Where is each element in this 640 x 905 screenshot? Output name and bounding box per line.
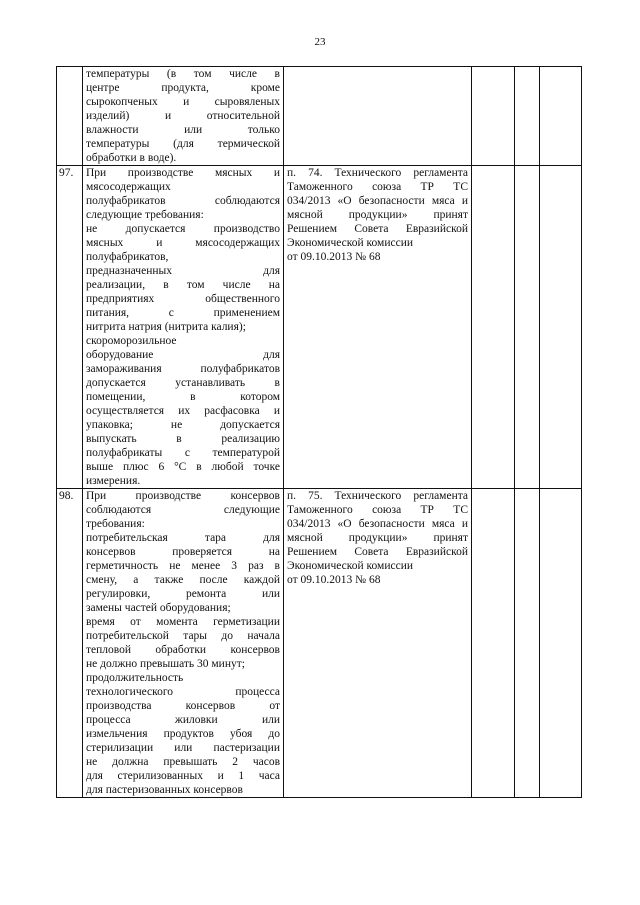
reference-line: от 09.10.2013 № 68 (287, 574, 381, 586)
requirement-line: соблюдаются следующие (86, 504, 280, 516)
requirement-cell (83, 166, 284, 489)
requirement-cell (83, 67, 284, 166)
requirement-line: продолжительность (86, 672, 184, 684)
requirement-line: полуфабрикатов, (86, 251, 169, 263)
reference-cell (284, 166, 472, 489)
requirements-table (56, 66, 582, 798)
requirement-line: стерилизации или пастеризации (86, 742, 280, 754)
requirement-line: нитрита натрия (нитрита калия); (86, 321, 246, 333)
requirement-line: При производстве мясных и (86, 167, 280, 179)
requirement-line: обработки в воде). (86, 152, 177, 164)
empty-cell-3 (540, 166, 582, 489)
empty-cell-2 (515, 489, 540, 798)
row-number: 98. (57, 489, 83, 798)
requirement-line: мясных и мясосодержащих (86, 237, 280, 249)
requirement-line: измельчения продуктов убоя до (86, 728, 280, 740)
reference-line: 034/2013 «О безопасности мяса и (287, 518, 468, 530)
empty-cell-3 (540, 489, 582, 798)
requirement-line: тепловой обработки консервов (86, 644, 280, 656)
reference-line: п. 74. Технического регламента (287, 167, 468, 179)
table-row (57, 67, 582, 166)
reference-line: Таможенного союза ТР ТС (287, 181, 468, 193)
empty-cell-2 (515, 67, 540, 166)
row-number: 97. (57, 166, 83, 489)
requirement-line: для стерилизованных и 1 часа (86, 770, 280, 782)
reference-line: Экономической комиссии (287, 237, 414, 249)
requirement-cell (83, 489, 284, 798)
requirement-line: время от момента герметизации (86, 616, 280, 628)
requirement-line: герметичность не менее 3 раз в (86, 560, 280, 572)
page-number: 23 (314, 36, 326, 48)
empty-cell-1 (472, 67, 515, 166)
requirement-line: допускается устанавливать в (86, 377, 280, 389)
requirement-line: предназначенных для (86, 265, 280, 277)
table-row (57, 489, 582, 798)
reference-cell (284, 489, 472, 798)
requirement-line: технологического процесса (86, 686, 280, 698)
requirement-line: производства консервов от (86, 700, 280, 712)
empty-cell-1 (472, 166, 515, 489)
requirement-line: не допускается производство (86, 223, 280, 235)
requirement-line: оборудование для (86, 349, 280, 361)
reference-line: от 09.10.2013 № 68 (287, 251, 381, 263)
requirement-line: центре продукта, кроме (86, 82, 280, 94)
reference-line: Таможенного союза ТР ТС (287, 504, 468, 516)
requirement-line: потребительская тара для (86, 532, 280, 544)
reference-line: Решением Совета Евразийской (287, 223, 468, 235)
requirement-line: измерения. (86, 475, 141, 487)
requirement-line: регулировки, ремонта или (86, 588, 280, 600)
requirement-line: для пастеризованных консервов (86, 784, 243, 796)
reference-line: Решением Совета Евразийской (287, 546, 468, 558)
requirement-line: температуры (для термической (86, 138, 280, 150)
empty-cell-1 (472, 489, 515, 798)
requirement-line: помещении, в котором (86, 391, 280, 403)
requirement-line: сырокопченых и сыровяленых (86, 96, 280, 108)
requirement-line: потребительской тары до начала (86, 630, 280, 642)
requirement-line: питания, с применением (86, 307, 280, 319)
requirement-line: температуры (в том числе в (86, 68, 280, 80)
empty-cell-3 (540, 67, 582, 166)
requirement-line: следующие требования: (86, 209, 204, 221)
reference-line: мясной продукции» принят (287, 209, 468, 221)
reference-line: мясной продукции» принят (287, 532, 468, 544)
requirement-line: смену, а также после каждой (86, 574, 280, 586)
requirement-line: полуфабрикатов соблюдаются (86, 195, 280, 207)
requirement-line: консервов проверяется на (86, 546, 280, 558)
requirement-line: скороморозильное (86, 335, 177, 347)
requirement-line: полуфабрикаты с температурой (86, 447, 280, 459)
table-body (57, 67, 582, 798)
reference-cell (284, 67, 472, 166)
table-row (57, 166, 582, 489)
requirement-line: выше плюс 6 °С в любой точке (86, 461, 280, 473)
requirement-line: требования: (86, 518, 145, 530)
requirement-line: упаковка; не допускается (86, 419, 280, 431)
requirement-line: замораживания полуфабрикатов (86, 363, 280, 375)
requirement-line: предприятиях общественного (86, 293, 280, 305)
requirement-line: влажности или только (86, 124, 280, 136)
requirement-line: мясосодержащих (86, 181, 171, 193)
requirement-line: выпускать в реализацию (86, 433, 280, 445)
requirement-line: реализации, в том числе на (86, 279, 280, 291)
requirement-line: При производстве консервов (86, 490, 280, 502)
requirement-line: процесса жиловки или (86, 714, 280, 726)
requirement-line: замены частей оборудования; (86, 602, 231, 614)
requirement-line: не должно превышать 30 минут; (86, 658, 245, 670)
reference-line: 034/2013 «О безопасности мяса и (287, 195, 468, 207)
requirement-line: не должна превышать 2 часов (86, 756, 280, 768)
requirement-line: изделий) и относительной (86, 110, 280, 122)
reference-line: Экономической комиссии (287, 560, 414, 572)
requirement-line: осуществляется их расфасовка и (86, 405, 280, 417)
row-number (57, 67, 83, 166)
reference-line: п. 75. Технического регламента (287, 490, 468, 502)
empty-cell-2 (515, 166, 540, 489)
